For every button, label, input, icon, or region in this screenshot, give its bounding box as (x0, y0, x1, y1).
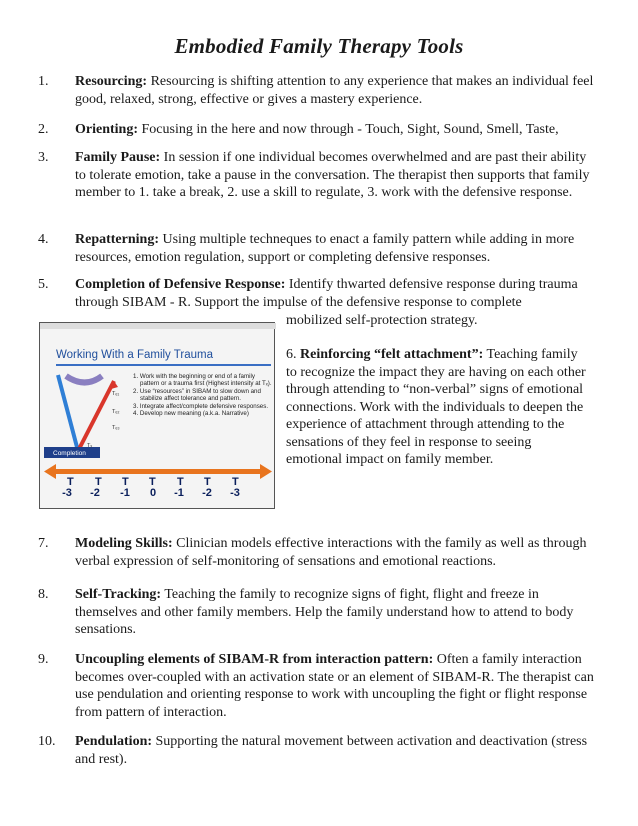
list-item (286, 346, 586, 469)
item-term: Uncoupling elements of SIBAM-R from interaction pattern: (75, 652, 434, 667)
t-label: Tₓ (87, 443, 93, 449)
item-term: Family Pause: (75, 150, 161, 165)
item-term: Resourcing: (75, 74, 148, 89)
item-term: Orienting: (75, 122, 138, 137)
item-text: Supporting the natural movement between activation and deactivation (stress and rest). (75, 734, 588, 767)
scale-bar (52, 469, 266, 474)
scale-arrow-left (44, 464, 56, 479)
item-number: 6. (286, 347, 297, 362)
item-number: 2. (38, 122, 49, 137)
figure-step: 3. Integrate affect/complete defensive responses. (133, 402, 269, 410)
scale-value: -1 (174, 487, 184, 499)
list-item (38, 586, 598, 639)
t-label: Tₑ₃ (112, 425, 120, 431)
v-left-line (58, 375, 78, 451)
tick-t: T (177, 476, 184, 488)
figure-top-band (40, 323, 276, 329)
figure-step: 4. Develop new meaning (a.k.a. Narrative) (133, 410, 249, 418)
list-item (38, 651, 598, 721)
item-number: 10. (38, 734, 56, 749)
item-text: Identify thwarted defensive response during trauma through SIBAM - R. Support the impulse of the defensive response to complete (75, 277, 578, 310)
item-text: Clinician models effective interactions with the family as well as through verbal expression of self-monitoring of sensations and emotional reactions. (75, 536, 587, 569)
item-number: 1. (38, 74, 49, 89)
item-number: 3. (38, 150, 49, 165)
arc-shape (66, 376, 102, 383)
scale-value: -2 (90, 487, 100, 499)
item-text: Often a family interaction becomes over-coupled with an activation state or an element of SIBAM-R. The therapist can use pendulation and orienting response to work with uncoupling the fight or flight response from pattern of interaction. (75, 652, 594, 720)
item-term: Modeling Skills: (75, 536, 173, 551)
item-term: Reinforcing “felt attachment”: (300, 347, 484, 362)
list-item (38, 121, 598, 139)
item-text-tail: mobilized self-protection strategy. (286, 313, 478, 328)
list-item (38, 149, 598, 202)
tick-t: T (122, 476, 129, 488)
item-text: Teaching family to recognize the impact they are having on each other through attending to “non-verbal” signs of emotional connections. Work with the individuals to deepen the experience of attachment through attending to the sensations of they feel in response to seeing emotional impact on family member. (286, 347, 586, 467)
trauma-figure (39, 322, 275, 509)
item-term: Self-Tracking: (75, 587, 162, 602)
tick-t: T (232, 476, 239, 488)
scale-value: -3 (62, 487, 72, 499)
list-item (38, 231, 598, 266)
item-text: Resourcing is shifting attention to any experience that makes an individual feel good, relaxed, strong, effective or gives a mastery experience. (75, 74, 594, 107)
tick-t: T (95, 476, 102, 488)
t-label: Tₑ₂ (112, 409, 120, 415)
item-number: 8. (38, 587, 49, 602)
item-text: Using multiple techneques to enact a family pattern while adding in more resources, emotion regulation, support or completing defensive responses. (75, 232, 575, 265)
scale-value: 0 (149, 487, 157, 499)
figure-title: Working With a Family Trauma (56, 349, 213, 361)
item-tail (286, 312, 586, 330)
figure-title-rule (56, 364, 271, 366)
tick-t: T (204, 476, 211, 488)
item-text: Teaching the family to recognize signs of fight, flight and freeze in themselves and other family members. Help the family understand how to attend to body sensations. (75, 587, 574, 637)
item-number: 7. (38, 536, 49, 551)
list-item (38, 276, 598, 311)
scale-value: -2 (202, 487, 212, 499)
figure-step: 1. Work with the beginning or end of a family pattern or a trauma first (Highest intensity at Tₓ). (133, 373, 272, 388)
v-right-line (78, 381, 114, 451)
figure-step: 2. Use “resources” in SIBAM to slow down and stabilize affect tolerance and pattern. (133, 387, 261, 403)
page-title: Embodied Family Therapy Tools (174, 34, 464, 58)
item-text: In session if one individual becomes overwhelmed and are past their ability to tolerate emotion, take a pause in the conversation. The therapist then supports that family member to 1. take a break, 2. use a skill to regulate, 3. work with the defensive response. (75, 150, 590, 200)
item-term: Pendulation: (75, 734, 153, 749)
list-item (38, 73, 598, 108)
item-term: Repatterning: (75, 232, 159, 247)
item-text: Focusing in the here and now through - Touch, Sight, Sound, Smell, Taste, (138, 122, 559, 137)
item-term: Completion of Defensive Response: (75, 277, 286, 292)
scale-value: -3 (230, 487, 240, 499)
item-number: 5. (38, 277, 49, 292)
scale-arrow-right (260, 464, 272, 479)
list-item (38, 733, 598, 768)
completion-label: Completion (53, 450, 86, 457)
scale-value: -1 (120, 487, 130, 499)
tick-t: T (149, 476, 156, 488)
t-label: Tₑ₁ (112, 391, 120, 397)
item-number: 4. (38, 232, 49, 247)
figure-steps (133, 373, 273, 417)
tick-t: T (67, 476, 74, 488)
item-number: 9. (38, 652, 49, 667)
list-item (38, 535, 598, 570)
